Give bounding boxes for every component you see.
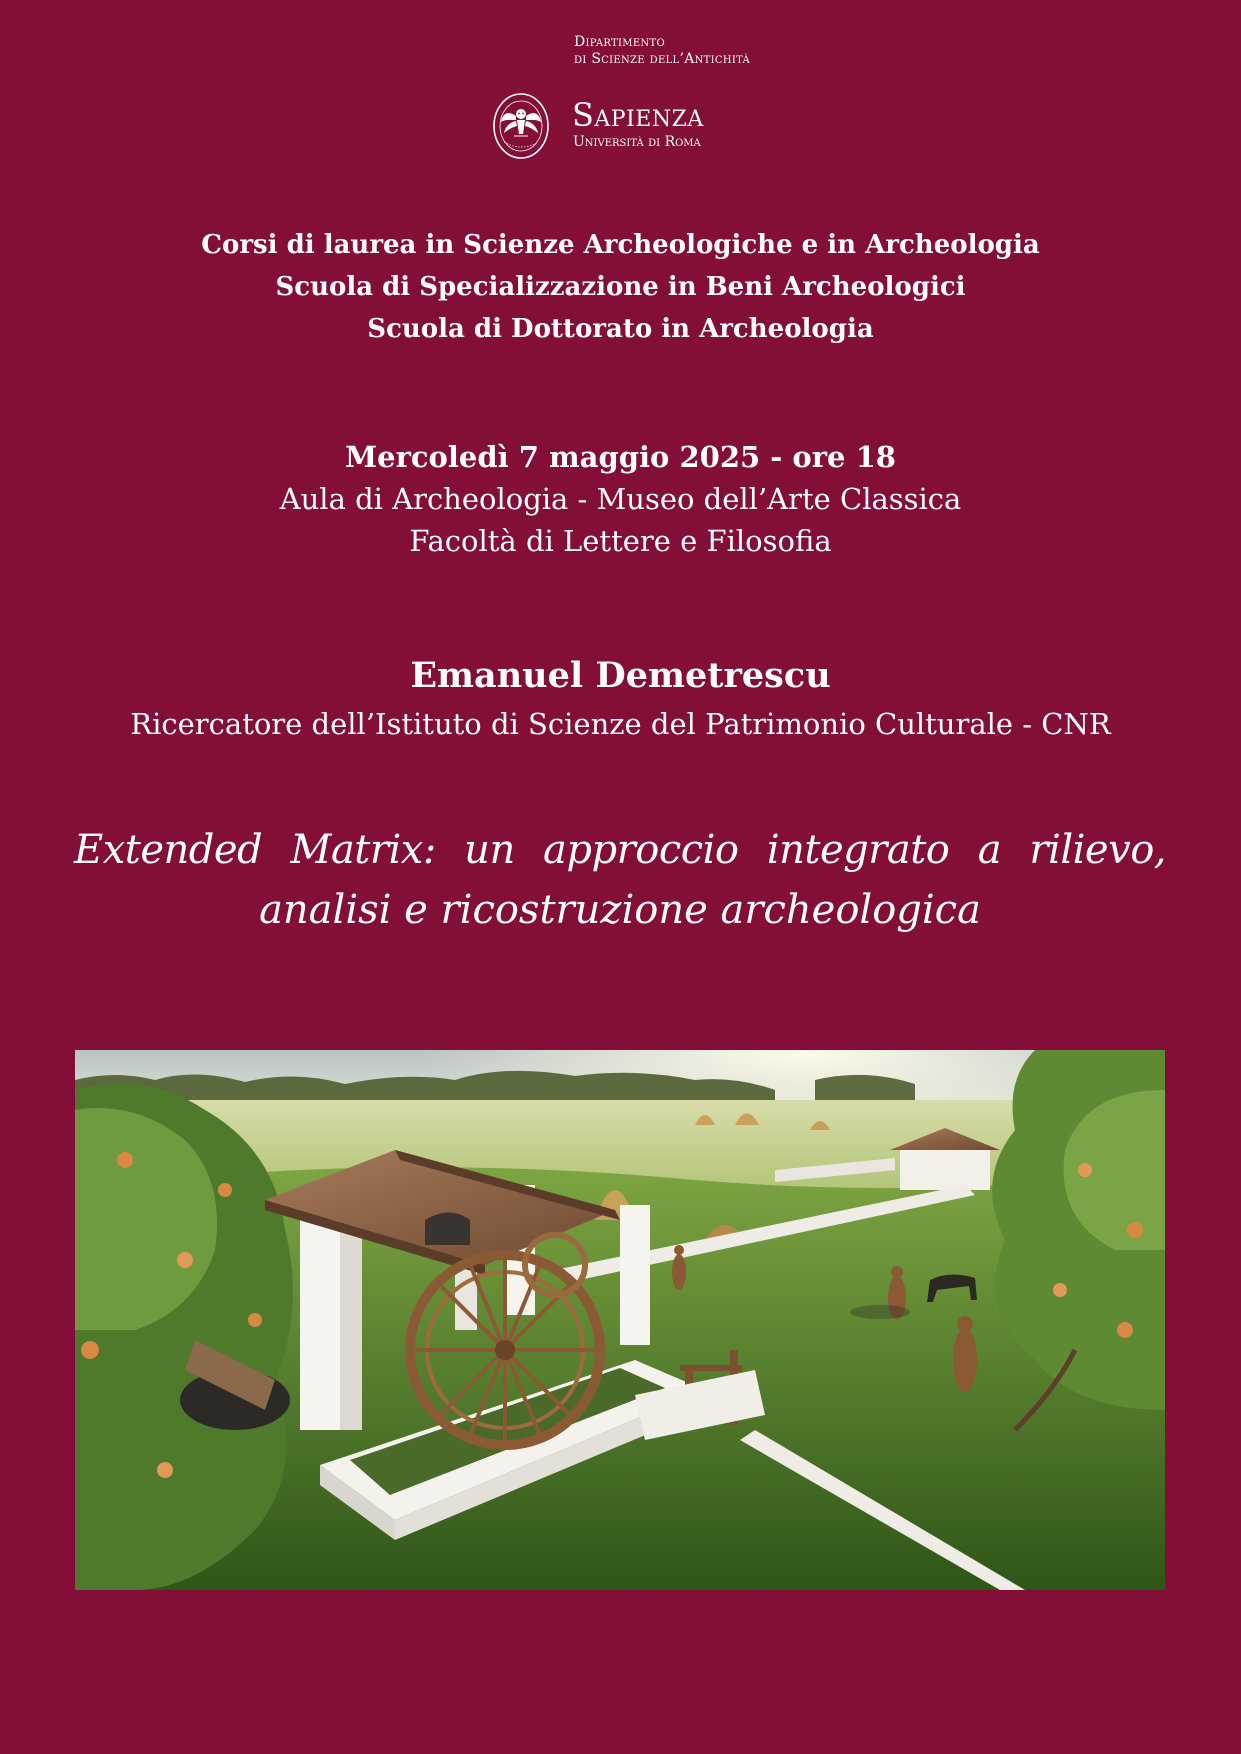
event-info bbox=[0, 436, 1241, 562]
event-venue: Aula di Archeologia - Museo dell’Arte Classica bbox=[279, 482, 962, 516]
course-line: Corsi di laurea in Scienze Archeologiche e in Archeologia bbox=[201, 230, 1040, 260]
sapienza-seal-icon bbox=[492, 92, 550, 160]
course-line: Scuola di Dottorato in Archeologia bbox=[367, 314, 874, 344]
speaker-info bbox=[0, 652, 1241, 746]
talk-title-line-1: Extended Matrix: un approccio integrato a rilievo, bbox=[74, 827, 1166, 873]
reconstruction-illustration bbox=[75, 1050, 1165, 1590]
talk-title bbox=[74, 820, 1166, 940]
university-name: Sapienza bbox=[572, 96, 704, 134]
talk-title-line-2: analisi e ricostruzione archeologica bbox=[259, 887, 981, 933]
department-line-1: Dipartimento bbox=[574, 34, 665, 50]
speaker-role: Ricercatore dell’Istituto di Scienze del Patrimonio Culturale - CNR bbox=[130, 707, 1111, 741]
event-faculty: Facoltà di Lettere e Filosofia bbox=[409, 524, 832, 558]
course-line: Scuola di Specializzazione in Beni Archeologici bbox=[275, 272, 966, 302]
speaker-name: Emanuel Demetrescu bbox=[410, 655, 831, 696]
department-name bbox=[574, 34, 750, 68]
courses-block bbox=[0, 224, 1241, 350]
university-subtitle: Università di Roma bbox=[573, 134, 701, 150]
event-date: Mercoledì 7 maggio 2025 - ore 18 bbox=[345, 440, 896, 474]
department-line-2: di Scienze dell’Antichità bbox=[574, 51, 751, 67]
